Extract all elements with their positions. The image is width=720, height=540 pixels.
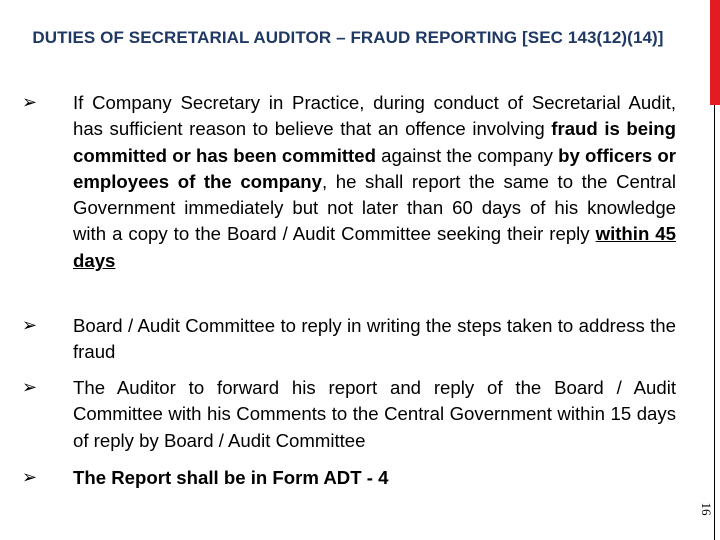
bullet-segment-bold: fraud is being committed or has been committed [73, 118, 677, 166]
arrow-bullet-icon: ➢ [22, 467, 38, 488]
page-number: 16 [699, 502, 714, 516]
bullet-segment: If Company Secretary in Practice, during conduct of Secretarial Audit, has sufficient reason to believe that an offence involving [73, 92, 676, 140]
bullet-item [22, 90, 676, 274]
bullet-segment-bold: by officers or employees of the company [73, 144, 676, 192]
bullet-segment: against the company [375, 144, 559, 166]
bullet-segment-bold-underline: within 45 days [73, 223, 676, 271]
arrow-bullet-icon: ➢ [22, 377, 38, 398]
bullet-text [73, 90, 676, 274]
bullet-text [73, 465, 676, 491]
arrow-bullet-icon: ➢ [22, 92, 38, 113]
bullet-item [22, 465, 676, 491]
bullet-text [73, 375, 676, 454]
bullet-item [22, 375, 676, 454]
accent-bar [710, 0, 720, 105]
bullet-text [73, 313, 676, 366]
arrow-bullet-icon: ➢ [22, 315, 38, 336]
bullet-segment: The Auditor to forward his report and reply of the Board / Audit Committee with his Comments to the Central Government within 15 days of reply by Board / Audit Committee [73, 377, 676, 451]
bullet-segment: , he shall report the same to the Central Government immediately but not later than 60 days of his knowledge with a copy to the Board / Audit Committee seeking their reply [73, 170, 677, 245]
slide-title: DUTIES OF SECRETARIAL AUDITOR – FRAUD REPORTING [SEC 143(12)(14)] [32, 28, 664, 47]
bullet-segment-bold: The Report shall be in Form ADT - 4 [73, 467, 389, 488]
bullet-segment: Board / Audit Committee to reply in writing the steps taken to address the fraud [73, 315, 676, 363]
bullet-item [22, 313, 676, 366]
right-divider [714, 105, 715, 540]
